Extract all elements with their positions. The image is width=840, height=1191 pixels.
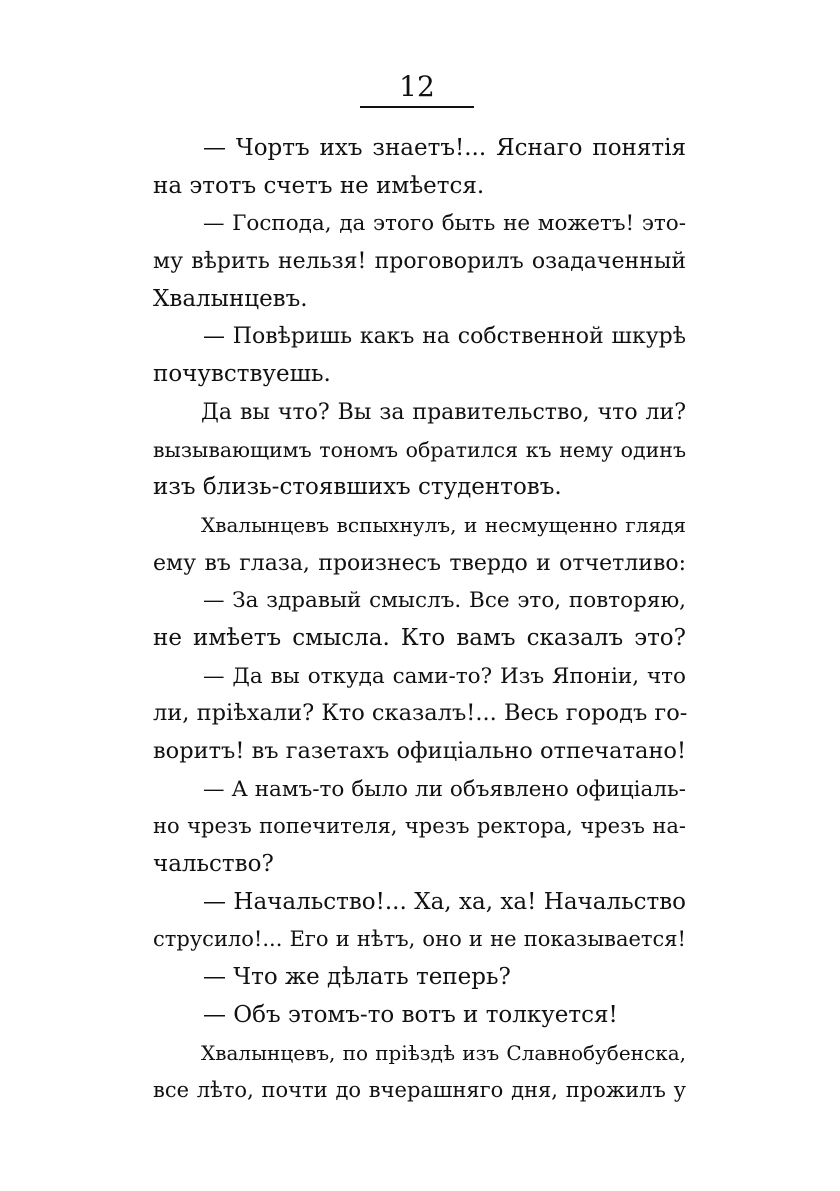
text-line: струсило!... Его и нѣтъ, оно и не показывается! [153, 927, 686, 952]
text-line: не имѣетъ смысла. Кто вамъ сказалъ это? [153, 624, 686, 651]
body-text [153, 130, 686, 1110]
text-line: Хвалынцевъ, по пріѣздѣ изъ Славнобубенска, [201, 1040, 686, 1065]
text-line: — Что же дѣлать теперь? [203, 964, 511, 991]
text-line: — Чортъ ихъ знаетъ!... Яснаго понятія [203, 135, 686, 161]
text-line: воритъ! въ газетахъ офиціально отпечатано! [153, 738, 687, 764]
text-line: му вѣрить нельзя! проговорилъ озадаченный [153, 249, 686, 275]
text-line: но чрезъ попечителя, чрезъ ректора, чрезъ на- [153, 814, 686, 839]
text-line: — Господа, да этого быть не можетъ! это- [203, 211, 686, 237]
text-line: — Объ этомъ-то вотъ и толкуется! [203, 1001, 618, 1028]
text-line: вызывающимъ тономъ обратился къ нему одинъ [153, 437, 686, 462]
text-line: — А намъ-то было ли объявлено офиціаль- [203, 776, 686, 802]
text-line: все лѣто, почти до вчерашняго дня, прожилъ у [153, 1078, 686, 1103]
text-line: чальство? [153, 851, 274, 878]
text-line: — Повѣришь какъ на собственной шкурѣ [203, 324, 686, 350]
text-line: ли, пріѣхали? Кто сказалъ!... Весь городъ го- [153, 700, 688, 727]
text-line: Хвалынцевъ. [153, 285, 308, 312]
text-line: — За здравый смыслъ. Все это, повторяю, [203, 588, 686, 614]
text-line: ему въ глаза, произнесъ твердо и отчетливо: [153, 550, 686, 576]
text-line: Да вы что? Вы за правительство, что ли? [201, 399, 686, 425]
text-line: — Да вы откуда сами-то? Изъ Японіи, что [203, 663, 686, 689]
text-line: изъ близь-стоявшихъ студентовъ. [153, 474, 562, 501]
text-line: на этотъ счетъ не имѣется. [153, 172, 485, 199]
text-line: Хвалынцевъ вспыхнулъ, и несмущенно глядя [201, 512, 686, 537]
header-rule [360, 106, 474, 108]
text-line: почувствуешь. [153, 361, 331, 388]
page-number: 12 [399, 70, 435, 103]
text-line: — Начальство!... Ха, ха, ха! Начальство [203, 888, 686, 915]
